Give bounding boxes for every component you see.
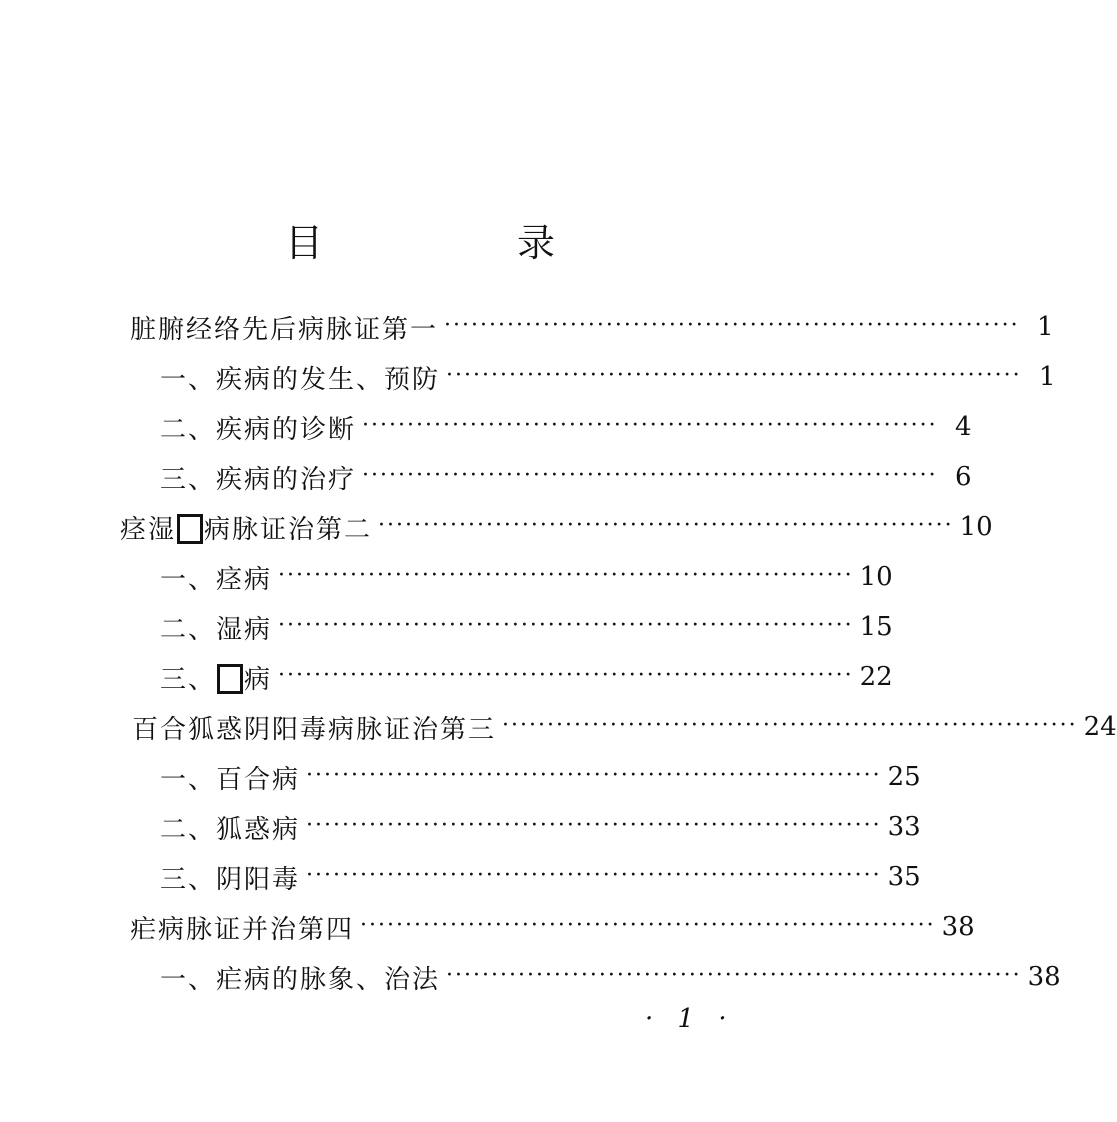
- toc-entry[interactable]: [160, 555, 893, 599]
- toc-entry-label: 一、疾病的发生、预防: [160, 364, 441, 395]
- toc-entry-label: 三、疾病的治疗: [160, 464, 357, 495]
- toc-page-number: 4: [955, 412, 972, 442]
- toc-entry[interactable]: [160, 405, 972, 449]
- toc-entry-label: [120, 509, 372, 546]
- toc-page-number: 10: [859, 562, 893, 592]
- toc-entry-label: 二、狐惑病: [160, 814, 301, 845]
- toc-entry-label: 二、疾病的诊断: [160, 414, 357, 445]
- toc-page-number: 38: [941, 912, 975, 942]
- toc-entry-label: 脏腑经络先后病脉证第一: [130, 314, 439, 345]
- toc-label-part: 三、: [160, 664, 217, 695]
- dot-leader: ································································: [378, 512, 954, 538]
- dot-leader: ································································: [362, 412, 938, 438]
- dot-leader: ································································: [306, 862, 882, 888]
- page-title: 目 录: [284, 221, 633, 265]
- dot-leader: ································································: [278, 562, 854, 588]
- toc-entry-label: 百合狐惑阴阳毒病脉证治第三: [132, 714, 497, 745]
- toc-entry[interactable]: [160, 655, 893, 699]
- dot-leader: ································································: [360, 912, 936, 938]
- toc-page-number: 33: [887, 812, 921, 842]
- toc-entry[interactable]: [160, 955, 1061, 999]
- toc-entry[interactable]: [130, 905, 975, 949]
- toc-entry-label: 三、阴阳毒: [160, 864, 301, 895]
- toc-page-number: 1: [1039, 362, 1056, 392]
- dot-leader: ································································: [502, 712, 1078, 738]
- toc-page-number: 1: [1037, 312, 1054, 342]
- toc-page-number: 35: [887, 862, 921, 892]
- dot-leader: ································································: [446, 962, 1022, 988]
- toc-entry-label: 一、百合病: [160, 764, 301, 795]
- toc-entry[interactable]: [160, 455, 972, 499]
- toc-entry[interactable]: [160, 855, 921, 899]
- missing-glyph-icon: [217, 664, 243, 694]
- toc-page-number: 15: [859, 612, 893, 642]
- toc-entry-label: 疟病脉证并治第四: [130, 914, 355, 945]
- dot-leader: ································································: [362, 462, 938, 488]
- toc-entry[interactable]: [160, 805, 921, 849]
- toc-page-number: 22: [859, 662, 893, 692]
- toc-entry-label: 一、痉病: [160, 564, 273, 595]
- toc-label-part: 病脉证治第二: [204, 514, 373, 545]
- toc-entry-label: 一、疟病的脉象、治法: [160, 964, 441, 995]
- dot-leader: ································································: [306, 812, 882, 838]
- dot-leader: ································································: [446, 362, 1022, 388]
- toc-entry[interactable]: [160, 355, 1056, 399]
- toc-page-number: 38: [1027, 962, 1061, 992]
- dot-leader: ································································: [444, 312, 1020, 338]
- page-number-footer: · 1 ·: [645, 1004, 735, 1034]
- dot-leader: ································································: [306, 762, 882, 788]
- toc-entry[interactable]: [120, 505, 993, 549]
- toc-page-number: 25: [887, 762, 921, 792]
- missing-glyph-icon: [177, 514, 203, 544]
- toc-entry-label: [160, 659, 272, 696]
- toc-label-part: 痉湿: [120, 514, 177, 545]
- toc-entry[interactable]: [130, 305, 1054, 349]
- toc-entry[interactable]: [132, 705, 1117, 749]
- toc-entry[interactable]: [160, 755, 921, 799]
- toc-entry-label: 二、湿病: [160, 614, 273, 645]
- toc-label-part: 病: [244, 664, 273, 695]
- dot-leader: ································································: [278, 662, 854, 688]
- toc-page-number: 6: [955, 462, 972, 492]
- toc-entry[interactable]: [160, 605, 893, 649]
- toc-page-number: 24: [1083, 712, 1117, 742]
- dot-leader: ································································: [278, 612, 854, 638]
- toc-page-number: 10: [959, 512, 993, 542]
